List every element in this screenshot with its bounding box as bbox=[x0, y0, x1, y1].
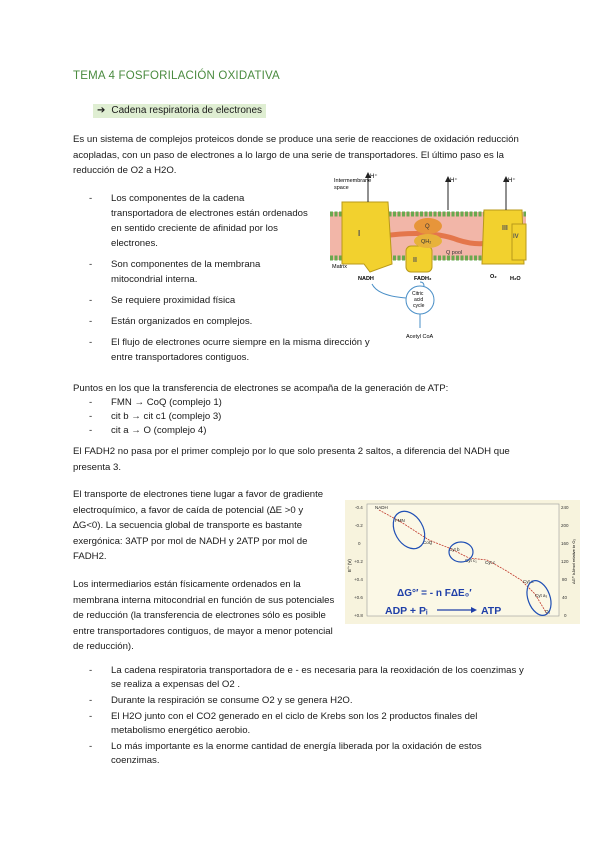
list-item: - cit a → O (complejo 4) bbox=[89, 424, 389, 438]
qh2-label: QH₂ bbox=[421, 239, 432, 245]
list-item: - cit b → cit c1 (complejo 3) bbox=[89, 410, 389, 424]
cytb-node: Cyt b bbox=[449, 547, 460, 552]
right-tick: 80 bbox=[562, 577, 568, 582]
complex-2-label: II bbox=[413, 257, 417, 264]
right-tick: 0 bbox=[564, 613, 567, 618]
arrow-icon: ➔ bbox=[97, 105, 106, 116]
list-item: - Los componentes de la cadena transportadora de electrones están ordenados en sentido creciente de afinidad por los electrones. bbox=[89, 191, 309, 251]
cyta3-node: Cyt a₃ bbox=[535, 593, 548, 598]
left-tick: -0.4 bbox=[355, 505, 363, 510]
left-tick: -0.2 bbox=[355, 523, 363, 528]
cycle-label-3: cycle bbox=[413, 303, 425, 309]
list-item: - El flujo de electrones ocurre siempre en la misma dirección y entre transportadores contiguos. bbox=[89, 335, 379, 365]
list-item: - Se requiere proximidad física bbox=[89, 293, 309, 308]
transport-paragraph: El transporte de electrones tiene lugar a favor de gradiente electroquímico, a favor de caída de potencial (∆E >0 y ∆G<0). La secuencia global de transporte es bastante exergónica: 3ATP por mol de NADH y 2ATP por mol de FADH2. bbox=[73, 489, 324, 562]
space-label: space bbox=[334, 185, 349, 191]
list-item: - Lo más importante es la enorme cantidad de energía liberada por la oxidación de estos coenzimas. bbox=[89, 740, 529, 768]
right-tick: 160 bbox=[561, 541, 569, 546]
list-item: - Son componentes de la membrana mitocondrial interna. bbox=[89, 257, 309, 287]
o2-label: O₂ bbox=[490, 274, 497, 280]
left-axis-title: E°′ (V) bbox=[347, 559, 352, 572]
final-points-list bbox=[89, 664, 529, 768]
complex-1-shape bbox=[342, 202, 392, 272]
h2o-label: H₂O bbox=[510, 276, 521, 282]
left-tick: +0.6 bbox=[354, 595, 363, 600]
cycle-label-2: acid bbox=[414, 297, 424, 303]
left-tick: 0 bbox=[358, 541, 361, 546]
list-item: - Durante la respiración se consume O2 y se genera H2O. bbox=[89, 694, 529, 708]
complex-3-label: III bbox=[502, 225, 508, 232]
atp-equation-right: ATP bbox=[481, 605, 502, 617]
page-title: TEMA 4 FOSFORILACIÓN OXIDATIVA bbox=[73, 70, 280, 82]
h-plus-label-2: H⁺ bbox=[450, 178, 458, 184]
section-label: Cadena respiratoria de electrones bbox=[111, 105, 263, 116]
right-tick: 40 bbox=[562, 595, 568, 600]
fadh2-label: FADH₂ bbox=[414, 276, 432, 282]
fmn-node: FMN bbox=[395, 518, 405, 523]
list-item: - Están organizados en complejos. bbox=[89, 314, 309, 329]
electron-transport-chain-figure bbox=[328, 168, 528, 344]
left-tick: +0.4 bbox=[354, 577, 363, 582]
acetyl-coa-label: Acetyl CoA bbox=[406, 334, 434, 340]
nadh-node: NADH bbox=[375, 505, 388, 510]
gibbs-equation: ΔG°′ = - n FΔE₀′ bbox=[397, 588, 472, 599]
matrix-label: Matrix bbox=[332, 264, 347, 270]
right-tick: 200 bbox=[561, 523, 569, 528]
cycle-label-1: Citric bbox=[412, 291, 424, 297]
complex-4-label: IV bbox=[513, 234, 519, 240]
section-heading bbox=[93, 104, 266, 118]
h-plus-label-3: H⁺ bbox=[508, 178, 516, 184]
right-tick: 120 bbox=[561, 559, 569, 564]
list-item: - El H2O junto con el CO2 generado en el ciclo de Krebs son los 2 productos finales del metabolismo energético aerobio. bbox=[89, 710, 529, 738]
redox-potential-figure bbox=[345, 500, 580, 624]
atp-points-intro: Puntos en los que la transferencia de electrones se acompaña de la generación de ATP: bbox=[73, 383, 449, 394]
left-tick: +0.2 bbox=[354, 559, 363, 564]
h-plus-label-1: H⁺ bbox=[370, 174, 378, 180]
fadh2-note: El FADH2 no pasa por el primer complejo por lo que solo presenta 2 saltos, a diferencia del NADH que presenta 3. bbox=[73, 446, 510, 473]
left-tick: +0.8 bbox=[354, 613, 363, 618]
cytc-node: Cyt c bbox=[485, 560, 496, 565]
coq-node: CoQ bbox=[423, 540, 433, 545]
nadh-label: NADH bbox=[358, 276, 374, 282]
q-pool-label: Q pool bbox=[446, 250, 463, 256]
complex-1-label: I bbox=[358, 229, 361, 238]
right-tick: 240 bbox=[561, 505, 569, 510]
q-label: Q bbox=[425, 224, 430, 230]
atp-points-list bbox=[89, 396, 389, 438]
cyta-node: Cyt a bbox=[523, 579, 534, 584]
complex-2-shape bbox=[406, 246, 432, 272]
atp-equation-left: ADP + Pᵢ bbox=[385, 605, 428, 617]
complex-4-shape bbox=[512, 224, 526, 260]
o2-node: O₂ bbox=[545, 609, 551, 614]
list-item: - FMN → CoQ (complejo 1) bbox=[89, 396, 389, 410]
intro-paragraph: Es un sistema de complejos proteicos donde se produce una serie de reacciones de oxidación reducción acopladas, con un paso de electrones a lo largo de una serie de transportadores. El último paso es la reducción de O2 a H2O. bbox=[73, 134, 519, 176]
cytc1-node: Cyt c₁ bbox=[465, 558, 477, 563]
list-item: - La cadena respiratoria transportadora de e - es necesaria para la reoxidación de los coenzimas y se realiza a expensas del O2 . bbox=[89, 664, 529, 692]
intermediates-paragraph: Los intermediarios están físicamente ordenados en la membrana interna mitocondrial en función de sus potenciales de reducción (la transferencia de electrones sólo es posible entre transportadores contiguos, de mayor a menor potencial de reducción). bbox=[73, 579, 335, 652]
intermembrane-label: Intermembrane bbox=[334, 178, 372, 184]
right-axis-title: ΔG°′ kJ/mol relative to O₂ bbox=[571, 538, 576, 584]
